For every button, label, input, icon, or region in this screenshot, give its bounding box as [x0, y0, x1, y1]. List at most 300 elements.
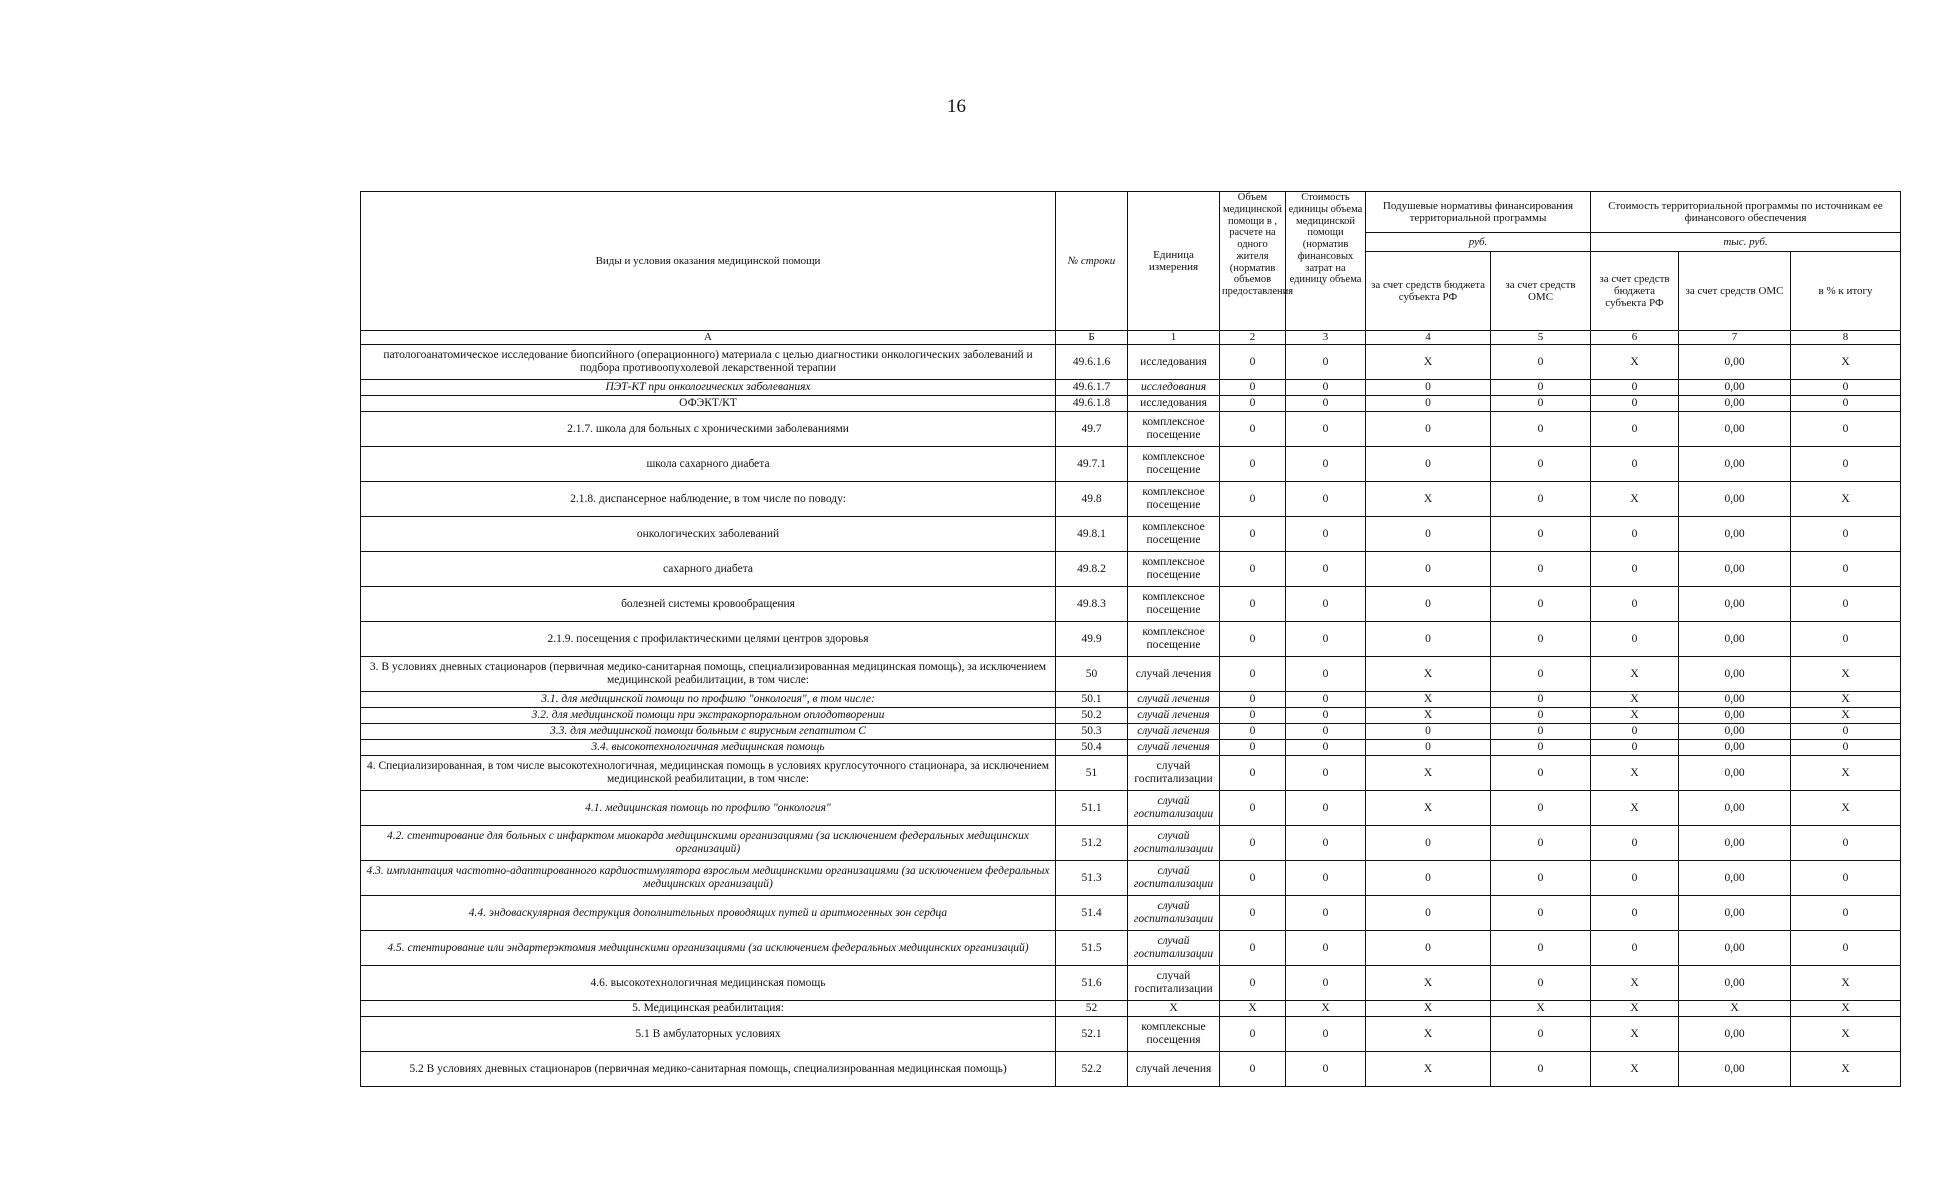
column-letters-row	[361, 331, 1901, 345]
row-value-col-2: 0	[1220, 708, 1286, 724]
table-row	[361, 396, 1901, 412]
row-name-cell: 4.3. имплантация частотно-адаптированного кардиостимулятора взрослым медицинскими организациями (за исключением федеральных медицинских организаций)	[361, 861, 1056, 896]
row-unit-cell: исследования	[1128, 380, 1220, 396]
row-name-cell: ПЭТ-КТ при онкологических заболеваниях	[361, 380, 1056, 396]
row-name-cell: 5.2 В условиях дневных стационаров (первичная медико-санитарная помощь, специализированная медицинская помощь)	[361, 1052, 1056, 1087]
row-value-col-5: 0	[1491, 1052, 1591, 1087]
row-value-col-8: 0	[1791, 931, 1901, 966]
row-value-col-6: 0	[1591, 740, 1679, 756]
row-value-col-6: 0	[1591, 517, 1679, 552]
row-value-col-7: 0,00	[1679, 756, 1791, 791]
column-letter: 4	[1366, 331, 1491, 345]
row-value-col-4: 0	[1366, 740, 1491, 756]
row-name-cell: болезней системы кровообращения	[361, 587, 1056, 622]
row-value-col-6: 0	[1591, 896, 1679, 931]
row-value-col-3: 0	[1286, 447, 1366, 482]
row-value-col-4: 0	[1366, 380, 1491, 396]
row-value-col-7: 0,00	[1679, 380, 1791, 396]
column-letter: Б	[1056, 331, 1128, 345]
row-value-col-6: X	[1591, 791, 1679, 826]
row-unit-cell: комплексное посещение	[1128, 412, 1220, 447]
row-unit-cell: X	[1128, 1001, 1220, 1017]
row-value-col-8: 0	[1791, 861, 1901, 896]
row-value-col-5: 0	[1491, 861, 1591, 896]
row-number-cell: 50.2	[1056, 708, 1128, 724]
row-value-col-2: 0	[1220, 692, 1286, 708]
row-value-col-6: X	[1591, 708, 1679, 724]
row-value-col-8: 0	[1791, 587, 1901, 622]
row-number-cell: 50	[1056, 657, 1128, 692]
table-row	[361, 1052, 1901, 1087]
row-unit-cell: комплексное посещение	[1128, 447, 1220, 482]
row-value-col-2: 0	[1220, 931, 1286, 966]
row-value-col-3: 0	[1286, 380, 1366, 396]
row-number-cell: 49.7.1	[1056, 447, 1128, 482]
row-value-col-7: 0,00	[1679, 622, 1791, 657]
row-value-col-4: 0	[1366, 552, 1491, 587]
row-name-cell: 4. Специализированная, в том числе высокотехнологичная, медицинская помощь в условиях круглосуточного стационара, за исключением медицинской реабилитации, в том числе:	[361, 756, 1056, 791]
row-value-col-3: 0	[1286, 692, 1366, 708]
row-name-cell: 3.1. для медицинской помощи по профилю "онкология", в том числе:	[361, 692, 1056, 708]
row-value-col-8: 0	[1791, 380, 1901, 396]
header-name: Виды и условия оказания медицинской помощи	[361, 192, 1056, 331]
header-unit: Единица измерения	[1128, 192, 1220, 331]
row-value-col-6: X	[1591, 482, 1679, 517]
row-value-col-3: 0	[1286, 756, 1366, 791]
row-value-col-3: 0	[1286, 622, 1366, 657]
row-unit-cell: случай лечения	[1128, 692, 1220, 708]
row-number-cell: 49.8.2	[1056, 552, 1128, 587]
column-letter: А	[361, 331, 1056, 345]
row-name-cell: 2.1.7. школа для больных с хроническими заболеваниями	[361, 412, 1056, 447]
row-number-cell: 50.3	[1056, 724, 1128, 740]
header-col-6: за счет средств бюджета субъекта РФ	[1591, 252, 1679, 331]
row-name-cell: 3. В условиях дневных стационаров (первичная медико-санитарная помощь, специализированная медицинская помощь), за исключением медицинской реабилитации, в том числе:	[361, 657, 1056, 692]
row-value-col-7: X	[1679, 1001, 1791, 1017]
row-number-cell: 51.5	[1056, 931, 1128, 966]
column-letter: 2	[1220, 331, 1286, 345]
header-percapita-unit: руб.	[1366, 233, 1591, 252]
row-value-col-3: 0	[1286, 708, 1366, 724]
table-row	[361, 692, 1901, 708]
row-value-col-4: 0	[1366, 622, 1491, 657]
row-unit-cell: исследования	[1128, 396, 1220, 412]
row-value-col-4: X	[1366, 756, 1491, 791]
row-value-col-5: 0	[1491, 791, 1591, 826]
row-value-col-3: 0	[1286, 552, 1366, 587]
row-value-col-5: 0	[1491, 412, 1591, 447]
row-number-cell: 52	[1056, 1001, 1128, 1017]
row-value-col-2: 0	[1220, 517, 1286, 552]
table-row	[361, 724, 1901, 740]
row-value-col-7: 0,00	[1679, 657, 1791, 692]
row-number-cell: 51.6	[1056, 966, 1128, 1001]
row-value-col-5: 0	[1491, 657, 1591, 692]
row-name-cell: 4.6. высокотехнологичная медицинская помощь	[361, 966, 1056, 1001]
row-value-col-5: 0	[1491, 826, 1591, 861]
row-value-col-4: X	[1366, 1001, 1491, 1017]
row-value-col-8: 0	[1791, 552, 1901, 587]
table-row	[361, 708, 1901, 724]
row-value-col-5: 0	[1491, 517, 1591, 552]
row-name-cell: 4.2. стентирование для больных с инфарктом миокарда медицинскими организациями (за исключением федеральных медицинских организаций)	[361, 826, 1056, 861]
financing-table	[360, 191, 1901, 1087]
row-number-cell: 49.6.1.8	[1056, 396, 1128, 412]
row-name-cell: 4.1. медицинская помощь по профилю "онкология"	[361, 791, 1056, 826]
row-number-cell: 49.6.1.7	[1056, 380, 1128, 396]
column-letter: 6	[1591, 331, 1679, 345]
row-value-col-2: 0	[1220, 1017, 1286, 1052]
row-value-col-8: 0	[1791, 412, 1901, 447]
row-value-col-5: 0	[1491, 896, 1591, 931]
row-value-col-2: 0	[1220, 412, 1286, 447]
row-name-cell: 2.1.8. диспансерное наблюдение, в том числе по поводу:	[361, 482, 1056, 517]
row-name-cell: сахарного диабета	[361, 552, 1056, 587]
row-number-cell: 51.1	[1056, 791, 1128, 826]
row-value-col-8: 0	[1791, 517, 1901, 552]
row-value-col-8: X	[1791, 756, 1901, 791]
row-unit-cell: случай лечения	[1128, 740, 1220, 756]
row-name-cell: 2.1.9. посещения с профилактическими целями центров здоровья	[361, 622, 1056, 657]
header-col-4: за счет средств бюджета субъекта РФ	[1366, 252, 1491, 331]
row-value-col-3: 0	[1286, 345, 1366, 380]
row-value-col-6: 0	[1591, 552, 1679, 587]
row-name-cell: 3.2. для медицинской помощи при экстракорпоральном оплодотворении	[361, 708, 1056, 724]
header-cost: Стоимость единицы объема медицинской помощи (норматив финансовых затрат на единицу объема	[1286, 192, 1366, 331]
row-value-col-5: 0	[1491, 1017, 1591, 1052]
row-number-cell: 49.8.3	[1056, 587, 1128, 622]
table-row	[361, 622, 1901, 657]
row-name-cell: 3.4. высокотехнологичная медицинская помощь	[361, 740, 1056, 756]
row-value-col-4: 0	[1366, 517, 1491, 552]
row-value-col-4: X	[1366, 345, 1491, 380]
row-value-col-5: X	[1491, 1001, 1591, 1017]
row-value-col-6: 0	[1591, 587, 1679, 622]
row-value-col-2: 0	[1220, 380, 1286, 396]
row-unit-cell: случай госпитализации	[1128, 791, 1220, 826]
row-value-col-7: 0,00	[1679, 966, 1791, 1001]
row-value-col-6: 0	[1591, 447, 1679, 482]
row-value-col-6: X	[1591, 966, 1679, 1001]
row-value-col-4: 0	[1366, 826, 1491, 861]
table-body	[361, 345, 1901, 1087]
row-name-cell: 3.3. для медицинской помощи больным с вирусным гепатитом С	[361, 724, 1056, 740]
row-value-col-5: 0	[1491, 482, 1591, 517]
row-value-col-8: X	[1791, 692, 1901, 708]
row-number-cell: 49.9	[1056, 622, 1128, 657]
row-value-col-8: X	[1791, 345, 1901, 380]
row-value-col-5: 0	[1491, 724, 1591, 740]
row-value-col-3: 0	[1286, 896, 1366, 931]
row-value-col-7: 0,00	[1679, 412, 1791, 447]
row-value-col-2: 0	[1220, 587, 1286, 622]
row-value-col-5: 0	[1491, 447, 1591, 482]
row-value-col-2: 0	[1220, 826, 1286, 861]
row-number-cell: 51.3	[1056, 861, 1128, 896]
row-value-col-3: 0	[1286, 826, 1366, 861]
table-row	[361, 345, 1901, 380]
row-value-col-3: 0	[1286, 1017, 1366, 1052]
row-value-col-6: 0	[1591, 622, 1679, 657]
row-number-cell: 51.4	[1056, 896, 1128, 931]
table-row	[361, 482, 1901, 517]
column-letter: 8	[1791, 331, 1901, 345]
row-name-cell: 4.4. эндоваскулярная деструкция дополнительных проводящих путей и аритмогенных зон сердца	[361, 896, 1056, 931]
row-value-col-2: 0	[1220, 756, 1286, 791]
row-value-col-3: 0	[1286, 861, 1366, 896]
row-value-col-4: X	[1366, 657, 1491, 692]
row-value-col-3: 0	[1286, 657, 1366, 692]
table-row	[361, 966, 1901, 1001]
row-value-col-2: 0	[1220, 447, 1286, 482]
row-value-col-3: 0	[1286, 482, 1366, 517]
row-number-cell: 51	[1056, 756, 1128, 791]
row-name-cell: онкологических заболеваний	[361, 517, 1056, 552]
table-row	[361, 826, 1901, 861]
row-value-col-3: 0	[1286, 396, 1366, 412]
row-value-col-2: 0	[1220, 791, 1286, 826]
row-value-col-8: X	[1791, 1052, 1901, 1087]
row-value-col-4: X	[1366, 1017, 1491, 1052]
row-value-col-8: 0	[1791, 826, 1901, 861]
page-number: 16	[947, 96, 966, 117]
column-letter: 5	[1491, 331, 1591, 345]
row-value-col-2: 0	[1220, 724, 1286, 740]
row-value-col-7: 0,00	[1679, 826, 1791, 861]
row-value-col-5: 0	[1491, 692, 1591, 708]
row-value-col-8: 0	[1791, 724, 1901, 740]
row-value-col-2: X	[1220, 1001, 1286, 1017]
row-unit-cell: комплексное посещение	[1128, 482, 1220, 517]
row-value-col-5: 0	[1491, 966, 1591, 1001]
row-name-cell: патологоанатомическое исследование биопсийного (операционного) материала с целью диагностики онкологических заболеваний и подбора противоопухолевой лекарственной терапии	[361, 345, 1056, 380]
row-value-col-2: 0	[1220, 1052, 1286, 1087]
row-unit-cell: случай госпитализации	[1128, 966, 1220, 1001]
row-value-col-8: X	[1791, 657, 1901, 692]
row-value-col-7: 0,00	[1679, 692, 1791, 708]
row-value-col-3: X	[1286, 1001, 1366, 1017]
row-value-col-4: X	[1366, 708, 1491, 724]
row-value-col-7: 0,00	[1679, 1017, 1791, 1052]
row-number-cell: 49.8.1	[1056, 517, 1128, 552]
row-value-col-3: 0	[1286, 517, 1366, 552]
row-unit-cell: случай лечения	[1128, 1052, 1220, 1087]
row-unit-cell: случай лечения	[1128, 708, 1220, 724]
row-value-col-2: 0	[1220, 396, 1286, 412]
row-unit-cell: случай лечения	[1128, 724, 1220, 740]
row-value-col-2: 0	[1220, 896, 1286, 931]
row-number-cell: 51.2	[1056, 826, 1128, 861]
row-unit-cell: комплексное посещение	[1128, 622, 1220, 657]
row-value-col-3: 0	[1286, 931, 1366, 966]
row-unit-cell: случай госпитализации	[1128, 826, 1220, 861]
row-value-col-6: X	[1591, 1017, 1679, 1052]
row-value-col-5: 0	[1491, 396, 1591, 412]
header-volume: Объем медицинской помощи в , расчете на одного жителя (норматив объемов предоставления	[1220, 192, 1286, 331]
header-cost-unit: тыс. руб.	[1591, 233, 1901, 252]
row-value-col-4: X	[1366, 482, 1491, 517]
row-name-cell: 5. Медицинская реабилитация:	[361, 1001, 1056, 1017]
row-value-col-8: X	[1791, 1001, 1901, 1017]
row-value-col-4: X	[1366, 692, 1491, 708]
row-number-cell: 49.8	[1056, 482, 1128, 517]
row-value-col-2: 0	[1220, 657, 1286, 692]
table-row	[361, 447, 1901, 482]
row-value-col-4: 0	[1366, 447, 1491, 482]
row-value-col-4: X	[1366, 1052, 1491, 1087]
row-value-col-3: 0	[1286, 724, 1366, 740]
table-row	[361, 791, 1901, 826]
row-value-col-6: 0	[1591, 380, 1679, 396]
row-unit-cell: случай госпитализации	[1128, 756, 1220, 791]
table-row	[361, 1017, 1901, 1052]
row-value-col-8: 0	[1791, 740, 1901, 756]
row-value-col-4: 0	[1366, 587, 1491, 622]
row-name-cell: 5.1 В амбулаторных условиях	[361, 1017, 1056, 1052]
row-value-col-7: 0,00	[1679, 552, 1791, 587]
table-row	[361, 740, 1901, 756]
row-value-col-6: 0	[1591, 826, 1679, 861]
row-value-col-5: 0	[1491, 756, 1591, 791]
row-value-col-7: 0,00	[1679, 396, 1791, 412]
row-value-col-6: X	[1591, 657, 1679, 692]
row-unit-cell: комплексные посещения	[1128, 1017, 1220, 1052]
table-row	[361, 756, 1901, 791]
row-number-cell: 50.1	[1056, 692, 1128, 708]
row-value-col-6: X	[1591, 1001, 1679, 1017]
row-value-col-3: 0	[1286, 1052, 1366, 1087]
row-value-col-5: 0	[1491, 740, 1591, 756]
row-value-col-6: X	[1591, 1052, 1679, 1087]
row-value-col-7: 0,00	[1679, 896, 1791, 931]
row-value-col-2: 0	[1220, 966, 1286, 1001]
row-value-col-5: 0	[1491, 380, 1591, 396]
row-unit-cell: комплексное посещение	[1128, 587, 1220, 622]
column-letter: 3	[1286, 331, 1366, 345]
row-value-col-7: 0,00	[1679, 724, 1791, 740]
row-value-col-8: 0	[1791, 896, 1901, 931]
row-value-col-7: 0,00	[1679, 861, 1791, 896]
row-value-col-2: 0	[1220, 552, 1286, 587]
row-name-cell: ОФЭКТ/КТ	[361, 396, 1056, 412]
row-value-col-2: 0	[1220, 482, 1286, 517]
row-value-col-7: 0,00	[1679, 708, 1791, 724]
row-number-cell: 49.6.1.6	[1056, 345, 1128, 380]
row-value-col-3: 0	[1286, 587, 1366, 622]
row-unit-cell: случай лечения	[1128, 657, 1220, 692]
row-value-col-4: 0	[1366, 861, 1491, 896]
row-name-cell: школа сахарного диабета	[361, 447, 1056, 482]
row-value-col-5: 0	[1491, 587, 1591, 622]
row-value-col-8: X	[1791, 1017, 1901, 1052]
row-value-col-2: 0	[1220, 622, 1286, 657]
row-value-col-7: 0,00	[1679, 740, 1791, 756]
row-value-col-4: 0	[1366, 396, 1491, 412]
row-value-col-4: 0	[1366, 931, 1491, 966]
row-value-col-6: 0	[1591, 861, 1679, 896]
table-row	[361, 552, 1901, 587]
header-col-7: за счет средств ОМС	[1679, 252, 1791, 331]
header-col-5: за счет средств ОМС	[1491, 252, 1591, 331]
row-value-col-8: X	[1791, 791, 1901, 826]
table-row	[361, 517, 1901, 552]
table-row	[361, 896, 1901, 931]
row-value-col-8: 0	[1791, 396, 1901, 412]
header-cost-group: Стоимость территориальной программы по источникам ее финансового обеспечения	[1591, 192, 1901, 233]
row-value-col-8: 0	[1791, 622, 1901, 657]
row-value-col-8: X	[1791, 966, 1901, 1001]
row-value-col-6: 0	[1591, 396, 1679, 412]
row-name-cell: 4.5. стентирование или эндартерэктомия медицинскими организациями (за исключением федеральных медицинских организаций)	[361, 931, 1056, 966]
row-value-col-5: 0	[1491, 622, 1591, 657]
row-value-col-6: 0	[1591, 724, 1679, 740]
row-value-col-7: 0,00	[1679, 1052, 1791, 1087]
row-number-cell: 50.4	[1056, 740, 1128, 756]
table-row	[361, 861, 1901, 896]
row-value-col-3: 0	[1286, 412, 1366, 447]
column-letter: 7	[1679, 331, 1791, 345]
row-unit-cell: комплексное посещение	[1128, 552, 1220, 587]
row-value-col-4: X	[1366, 966, 1491, 1001]
row-value-col-6: X	[1591, 692, 1679, 708]
row-value-col-3: 0	[1286, 740, 1366, 756]
row-unit-cell: случай госпитализации	[1128, 861, 1220, 896]
row-value-col-4: 0	[1366, 724, 1491, 740]
row-value-col-7: 0,00	[1679, 345, 1791, 380]
row-value-col-5: 0	[1491, 552, 1591, 587]
row-number-cell: 52.2	[1056, 1052, 1128, 1087]
table-row	[361, 412, 1901, 447]
table-row	[361, 657, 1901, 692]
row-number-cell: 49.7	[1056, 412, 1128, 447]
column-letter: 1	[1128, 331, 1220, 345]
row-value-col-6: 0	[1591, 931, 1679, 966]
row-value-col-4: 0	[1366, 412, 1491, 447]
table-row	[361, 931, 1901, 966]
row-unit-cell: комплексное посещение	[1128, 517, 1220, 552]
row-value-col-2: 0	[1220, 345, 1286, 380]
row-value-col-2: 0	[1220, 740, 1286, 756]
row-value-col-5: 0	[1491, 708, 1591, 724]
row-unit-cell: случай госпитализации	[1128, 931, 1220, 966]
row-number-cell: 52.1	[1056, 1017, 1128, 1052]
table-row	[361, 587, 1901, 622]
row-unit-cell: случай госпитализации	[1128, 896, 1220, 931]
row-value-col-2: 0	[1220, 861, 1286, 896]
header-col-8: в % к итогу	[1791, 252, 1901, 331]
row-value-col-7: 0,00	[1679, 447, 1791, 482]
row-value-col-7: 0,00	[1679, 587, 1791, 622]
table-row	[361, 380, 1901, 396]
row-value-col-4: 0	[1366, 896, 1491, 931]
row-value-col-7: 0,00	[1679, 791, 1791, 826]
header-percapita-group: Подушевые нормативы финансирования территориальной программы	[1366, 192, 1591, 233]
row-value-col-6: X	[1591, 345, 1679, 380]
row-value-col-7: 0,00	[1679, 931, 1791, 966]
row-value-col-8: X	[1791, 482, 1901, 517]
table-row	[361, 1001, 1901, 1017]
row-value-col-5: 0	[1491, 345, 1591, 380]
row-value-col-7: 0,00	[1679, 517, 1791, 552]
header-row-number: № строки	[1056, 192, 1128, 331]
row-value-col-6: 0	[1591, 412, 1679, 447]
row-value-col-8: 0	[1791, 447, 1901, 482]
row-value-col-4: X	[1366, 791, 1491, 826]
row-value-col-6: X	[1591, 756, 1679, 791]
row-value-col-7: 0,00	[1679, 482, 1791, 517]
row-value-col-3: 0	[1286, 791, 1366, 826]
row-value-col-8: X	[1791, 708, 1901, 724]
